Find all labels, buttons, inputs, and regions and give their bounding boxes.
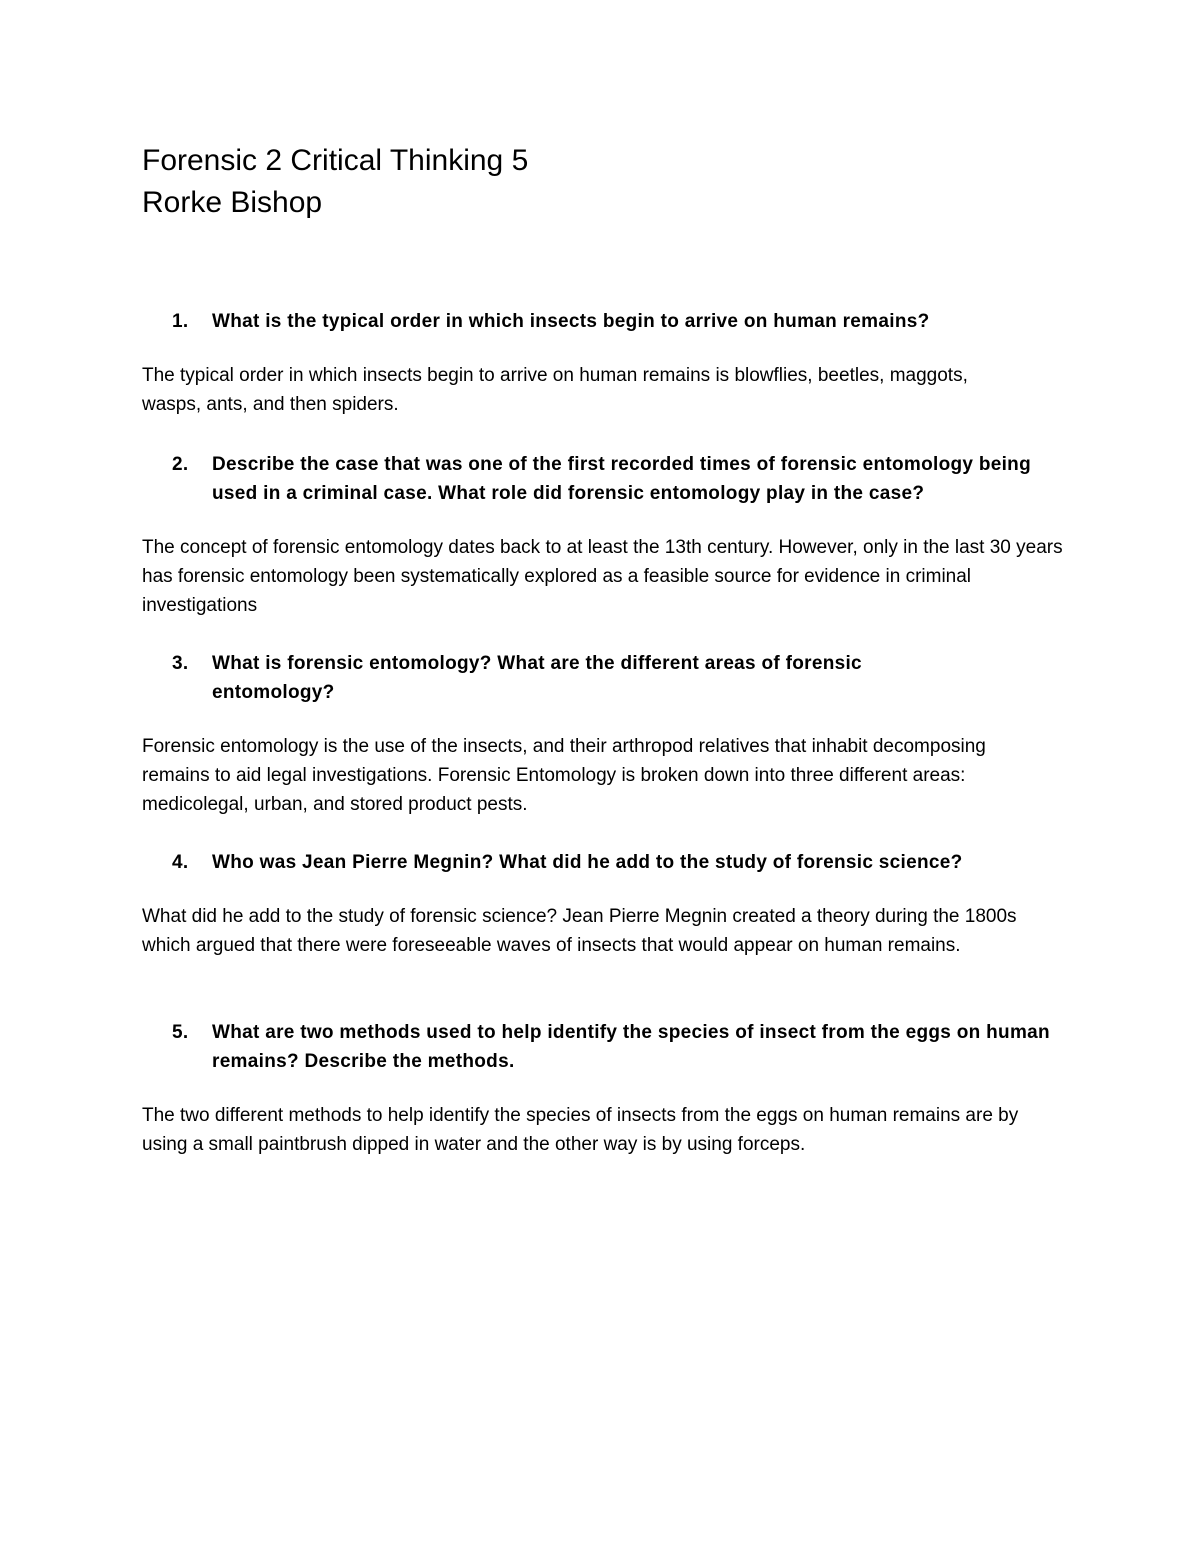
answer-4: What did he add to the study of forensic science? Jean Pierre Megnin created a theory during the 1800s which argued that there were foreseeable waves of insects that would appear on human remains. bbox=[142, 906, 1017, 956]
document-title: Forensic 2 Critical Thinking 5 bbox=[142, 144, 529, 177]
question-text: What is the typical order in which insects begin to arrive on human remains? bbox=[212, 311, 930, 332]
answer-5: The two different methods to help identify the species of insects from the eggs on human remains are by using a small paintbrush dipped in water and the other way is by using forceps. bbox=[142, 1105, 1019, 1155]
question-number: 3. bbox=[172, 653, 189, 674]
question-5 bbox=[142, 1018, 1072, 1076]
qa-item-5 bbox=[142, 1018, 1072, 1159]
qa-item-4 bbox=[142, 848, 1072, 960]
question-1 bbox=[142, 307, 1042, 336]
qa-item-2 bbox=[142, 450, 1072, 620]
question-text: What are two methods used to help identify the species of insect from the eggs on human remains? Describe the methods. bbox=[212, 1022, 1050, 1072]
document-header bbox=[142, 140, 1092, 224]
question-2 bbox=[142, 450, 1072, 508]
qa-item-3 bbox=[142, 649, 992, 819]
answer-1: The typical order in which insects begin to arrive on human remains is blowflies, beetles, maggots, wasps, ants, and then spiders. bbox=[142, 365, 968, 415]
question-4 bbox=[142, 848, 1072, 877]
answer-2: The concept of forensic entomology dates back to at least the 13th century. However, only in the last 30 years has forensic entomology been systematically explored as a feasible source for evidence in criminal investigations bbox=[142, 537, 1063, 616]
question-3 bbox=[142, 649, 992, 707]
question-number: 5. bbox=[172, 1022, 189, 1043]
question-text: Describe the case that was one of the first recorded times of forensic entomology being used in a criminal case. What role did forensic entomology play in the case? bbox=[212, 454, 1031, 504]
question-text: Who was Jean Pierre Megnin? What did he add to the study of forensic science? bbox=[212, 852, 963, 873]
author-name: Rorke Bishop bbox=[142, 186, 323, 219]
answer-3: Forensic entomology is the use of the insects, and their arthropod relatives that inhabit decomposing remains to aid legal investigations. Forensic Entomology is broken down into three different areas: medicolegal, urban, and stored product pests. bbox=[142, 736, 986, 815]
question-number: 2. bbox=[172, 454, 189, 475]
qa-item-1 bbox=[142, 307, 1042, 419]
question-text: What is forensic entomology? What are the different areas of forensic entomology? bbox=[212, 653, 862, 703]
question-number: 1. bbox=[172, 311, 189, 332]
question-number: 4. bbox=[172, 852, 189, 873]
